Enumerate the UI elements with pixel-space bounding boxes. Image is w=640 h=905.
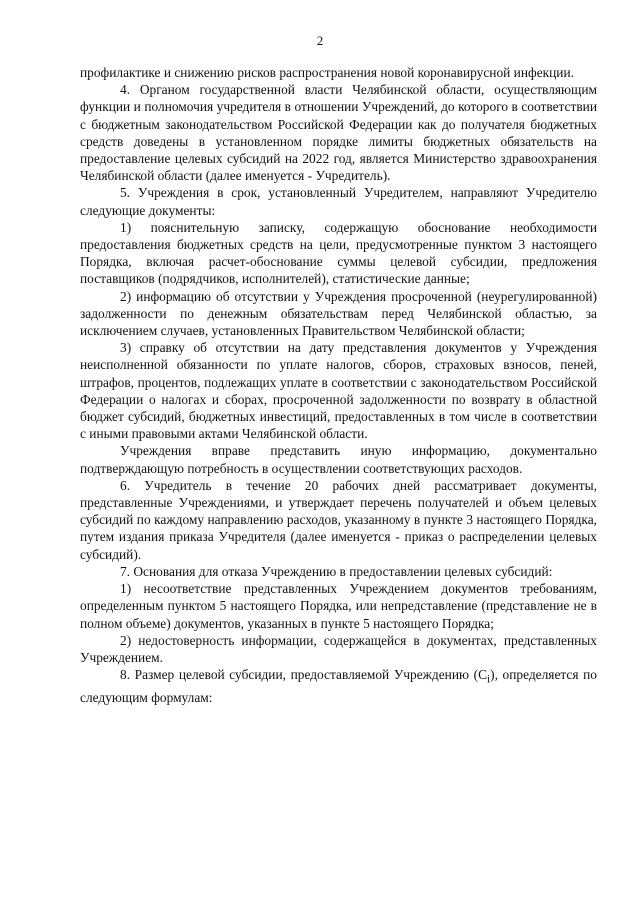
document-body bbox=[80, 64, 597, 706]
paragraph-5: 5. Учреждения в срок, установленный Учредителем, направляют Учредителю следующие документы: bbox=[80, 185, 597, 218]
paragraph-8 bbox=[80, 666, 597, 706]
paragraph-8-text-before: 8. Размер целевой субсидии, предоставляемой Учреждению (C bbox=[120, 667, 488, 683]
subsidy-index-subscript: i bbox=[487, 673, 491, 686]
paragraph-6: 6. Учредитель в течение 20 рабочих дней рассматривает документы, представленные Учреждениями, и утверждает перечень получателей и объем целевых субсидий по каждому направлению расходов, указанному в пункте 3 настоящего Порядка, путем издания приказа Учредителя (далее именуется - приказ о распределении целевых субсидий). bbox=[80, 477, 597, 562]
paragraph-continuation: профилактике и снижению рисков распространения новой коронавирусной инфекции. bbox=[80, 65, 574, 80]
paragraph-8-text-after: ), определяется по следующим формулам: bbox=[80, 667, 597, 705]
paragraph-5-item-2: 2) информацию об отсутствии у Учреждения просроченной (неурегулированной) задолженности по денежным обязательствам перед Челябинской областью, за исключением случаев, установленных Правительством Челябинской области; bbox=[80, 288, 597, 339]
paragraph-5-additional: Учреждения вправе представить иную информацию, документально подтверждающую потребность в осуществлении соответствующих расходов. bbox=[80, 443, 597, 476]
paragraph-4: 4. Органом государственной власти Челябинской области, осуществляющим функции и полномочия учредителя в отношении Учреждений, до которого в соответствии с бюджетным законодательством Российской Федерации как до получателя бюджетных средств доведены в установленном порядке лимиты бюджетных обязательств на предоставление целевых субсидий на 2022 год, является Министерство здравоохранения Челябинской области (далее именуется - Учредитель). bbox=[80, 82, 597, 184]
paragraph-7: 7. Основания для отказа Учреждению в предоставлении целевых субсидий: bbox=[120, 563, 553, 579]
page-number: 2 bbox=[316, 33, 324, 48]
paragraph-5-item-1: 1) пояснительную записку, содержащую обоснование необходимости предоставления бюджетных средств на цели, предусмотренные пунктом 3 настоящего Порядка, включая расчет-обоснование суммы целевой субсидии, предложения поставщиков (подрядчиков, исполнителей), статистические данные; bbox=[80, 219, 597, 287]
paragraph-5-item-3: 3) справку об отсутствии на дату представления документов у Учреждения неисполненной обязанности по уплате налогов, сборов, страховых взносов, пеней, штрафов, процентов, подлежащих уплате в соответствии с законодательством Российской Федерации о налогах и сборах, просроченной задолженности по возврату в областной бюджет субсидий, бюджетных инвестиций, предоставленных в том числе в соответствии с иными правовыми актами Челябинской области. bbox=[80, 340, 597, 442]
paragraph-7-item-2: 2) недостоверность информации, содержащейся в документах, представленных Учреждением. bbox=[80, 632, 597, 665]
paragraph-7-item-1: 1) несоответствие представленных Учреждением документов требованиям, определенным пунктом 5 настоящего Порядка, или непредставление (представление не в полном объеме) документов, указанных в пункте 5 настоящего Порядка; bbox=[80, 581, 597, 631]
